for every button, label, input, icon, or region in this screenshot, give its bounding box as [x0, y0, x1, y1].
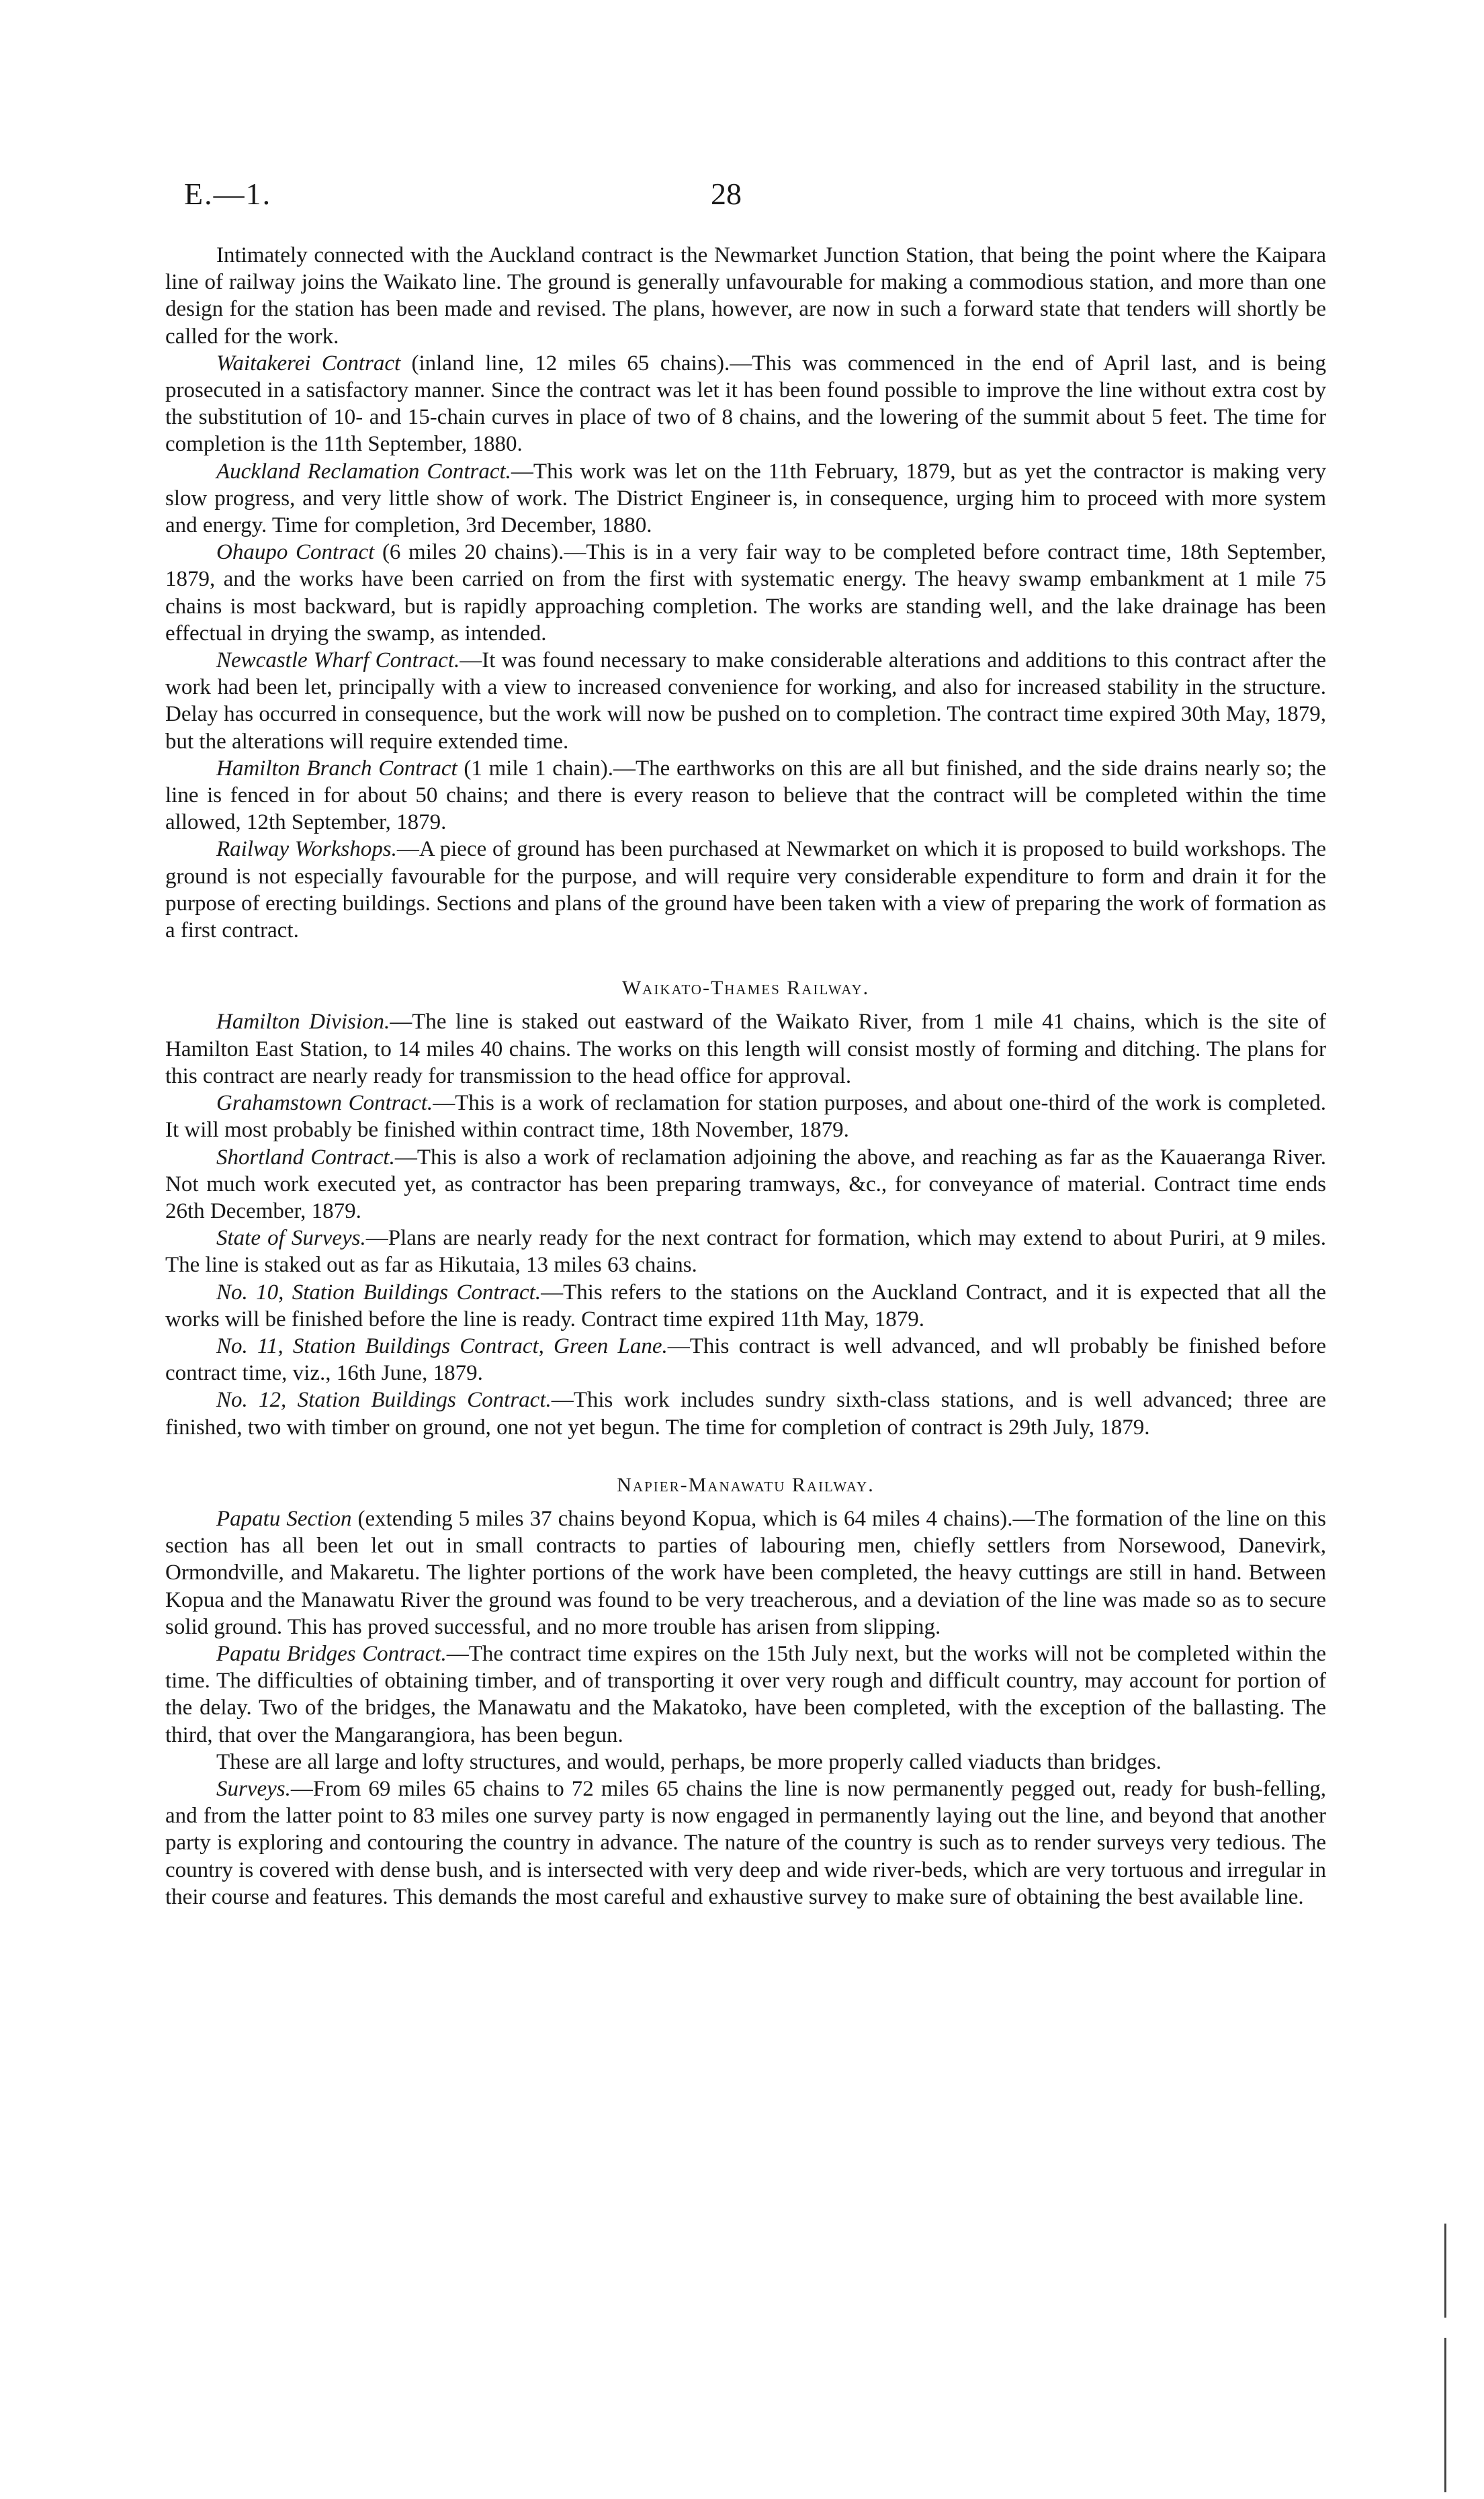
paragraph-text: —This contract is well advanced, and wll probably be finished before contract time, viz., 16th June, 1879.: [165, 1333, 1326, 1386]
paragraph: [165, 1333, 1326, 1387]
paragraph-text: (inland line, 12 miles 65 chains).—This was commenced in the end of April last, and is being prosecuted in a satisfactory manner. Since the contract was let it has been found possible to improve the line without extra cost by the substitution of 10- and 15-chain curves in place of two of 8 chains, and the lowering of the summit about 5 feet. The time for completion is the 11th September, 1880.: [165, 351, 1326, 457]
paragraph: [165, 1008, 1326, 1090]
paragraph: [165, 1505, 1326, 1640]
paragraph: [165, 1144, 1326, 1225]
paragraph-text: (6 miles 20 chains).—This is in a very fair way to be completed before contract time, 18th September, 1879, and the works have been carried on from the first with systematic energy. The heavy swamp embankment at 1 mile 75 chains is most backward, but is rapidly approaching completion. The works are standing well, and the lake drainage has been effectual in drying the swamp, as intended.: [165, 540, 1327, 646]
paragraph-lead: Waitakerei Contract: [216, 351, 401, 376]
paragraph-lead: Ohaupo Contract: [216, 540, 375, 565]
margin-rule-top: [1444, 2224, 1446, 2318]
paragraph-text: —Plans are nearly ready for the next contract for formation, which may extend to about Puriri, at 9 miles. The line is staked out as far as Hikutaia, 13 miles 63 chains.: [165, 1226, 1326, 1278]
paragraph-lead: Papatu Bridges Contract.: [216, 1641, 447, 1666]
paragraph-text: Intimately connected with the Auckland contract is the Newmarket Junction Station, that being the point where the Kaipara line of railway joins the Waikato line. The ground is generally unfavourable for making a commodious station, and more than one design for the station has been made and revised. The plans, however, are now in such a forward state that tenders will shortly be called for the work.: [165, 243, 1326, 349]
section-heading: Napier-Manawatu Railway.: [617, 1473, 875, 1496]
paragraph: [165, 836, 1326, 944]
paragraph-text: —The line is staked out eastward of the Waikato River, from 1 mile 41 chains, which is the site of Hamilton East Station, to 14 miles 40 chains. The works on this length will consist mostly of forming and ditching. The plans for this contract are nearly ready for transmission to the head office for approval.: [165, 1010, 1326, 1088]
paragraph: [165, 755, 1326, 836]
paragraph-lead: Auckland Reclamation Contract.: [216, 459, 511, 484]
paragraph-lead: Newcastle Wharf Contract.: [216, 648, 460, 673]
paragraph: [165, 1279, 1326, 1333]
paragraph-text: —From 69 miles 65 chains to 72 miles 65 chains the line is now permanently pegged out, ready for bush-felling, and from the latter point to 83 miles one survey party is now engaged in permanently laying out the line, and beyond that another party is exploring and contouring the country in advance. The nature of the country is such as to render surveys very tedious. The country is covered with dense bush, and is intersected with very deep and wide river-beds, which are very tortuous and irregular in their course and features. This demands the most careful and exhaustive survey to make sure of obtaining the best available line.: [165, 1776, 1326, 1909]
paragraph-text: —This work was let on the 11th February, 1879, but as yet the contractor is making very slow progress, and very little show of work. The District Engineer is, in consequence, urging him to proceed with more system and energy. Time for completion, 3rd December, 1880.: [165, 459, 1326, 538]
paragraph: [165, 1387, 1326, 1440]
paragraph: [165, 1090, 1326, 1143]
paragraph-lead: Papatu Section: [216, 1506, 352, 1531]
paragraph-text: —This refers to the stations on the Auckland Contract, and it is expected that all the works will be finished before the line is ready. Contract time expired 11th May, 1879.: [165, 1280, 1327, 1331]
paragraph-text: (1 mile 1 chain).—The earthworks on this are all but finished, and the side drains nearly so; the line is fenced in for about 50 chains; and there is every reason to believe that the contract will be completed within the time allowed, 12th September, 1879.: [165, 756, 1326, 835]
paragraph: [165, 647, 1326, 755]
paragraph-lead: Hamilton Branch Contract: [216, 756, 457, 781]
margin-rule-bottom: [1444, 2338, 1446, 2492]
paragraph-lead: Surveys.: [216, 1776, 291, 1801]
paragraph-text: —It was found necessary to make considerable alterations and additions to this contract after the work had been let, principally with a view to increased convenience for working, and also for increased stability in the structure. Delay has occurred in consequence, but the work will now be pushed on to completion. The contract time expired 30th May, 1879, but the alterations will require extended time.: [165, 648, 1327, 754]
paragraph: [165, 242, 1326, 350]
paragraph: [165, 539, 1326, 647]
section-heading: Waikato-Thames Railway.: [621, 977, 870, 1000]
paragraph-text: —A piece of ground has been purchased at Newmarket on which it is proposed to build workshops. The ground is not especially favourable for the purpose, and will require very considerable expenditure to form and drain it for the purpose of erecting buildings. Sections and plans of the ground have been taken with a view of preparing the work of formation as a first contract.: [165, 837, 1326, 943]
paragraph: [165, 1775, 1326, 1911]
paragraph: [165, 1640, 1326, 1749]
paragraph: [165, 1749, 1326, 1775]
paragraph: [165, 458, 1326, 539]
paragraph-lead: No. 12, Station Buildings Contract.: [216, 1388, 552, 1413]
paragraph-text: —This is also a work of reclamation adjoining the above, and reaching as far as the Kauaeranga River. Not much work executed yet, as contractor has been preparing tramways, &c., for conveyance of material. Contract time ends 26th December, 1879.: [165, 1145, 1326, 1223]
paragraph-text: These are all large and lofty structures, and would, perhaps, be more properly called viaducts than bridges.: [216, 1749, 1162, 1774]
paragraph-lead: Shortland Contract.: [216, 1145, 395, 1170]
paragraph-lead: Grahamstown Contract.: [216, 1091, 433, 1116]
paragraph-lead: State of Surveys.: [216, 1226, 366, 1251]
paragraph-text: (extending 5 miles 37 chains beyond Kopua, which is 64 miles 4 chains).—The formation of the line on this section has all been let out in small contracts to parties of labouring men, chiefly settlers from Norsewood, Danevirk, Ormondville, and Makaretu. The lighter portions of the work have been completed, the heavy cuttings are still in hand. Between Kopua and the Manawatu River the ground was found to be very treacherous, and a deviation of the line was made so as to secure solid ground. This has proved successful, and no more trouble has arisen from slipping.: [165, 1506, 1326, 1639]
document-body: [165, 242, 1326, 1911]
paragraph: [165, 1225, 1326, 1278]
paragraph-text: —This is a work of reclamation for station purposes, and about one-third of the work is completed. It will most probably be finished within contract time, 18th November, 1879.: [165, 1091, 1326, 1143]
paragraph-text: —This work includes sundry sixth-class stations, and is well advanced; three are finished, two with timber on ground, one not yet begun. The time for completion of contract is 29th July, 1879.: [165, 1388, 1326, 1440]
document-reference: E.—1.: [184, 177, 272, 211]
paragraph: [165, 350, 1326, 458]
paragraph-text: —The contract time expires on the 15th July next, but the works will not be completed within the time. The difficulties of obtaining timber, and of transporting it over very rough and difficult country, may account for portion of the delay. Two of the bridges, the Manawatu and the Makatoko, have been completed, with the exception of the ballasting. The third, that over the Mangarangiora, has been begun.: [165, 1641, 1326, 1747]
paragraph-lead: Hamilton Division.: [216, 1010, 390, 1035]
paragraph-lead: No. 11, Station Buildings Contract, Green Lane.: [216, 1333, 668, 1358]
paragraph-lead: Railway Workshops.: [216, 837, 397, 862]
paragraph-lead: No. 10, Station Buildings Contract.: [216, 1280, 541, 1305]
page-number: 28: [711, 177, 742, 211]
